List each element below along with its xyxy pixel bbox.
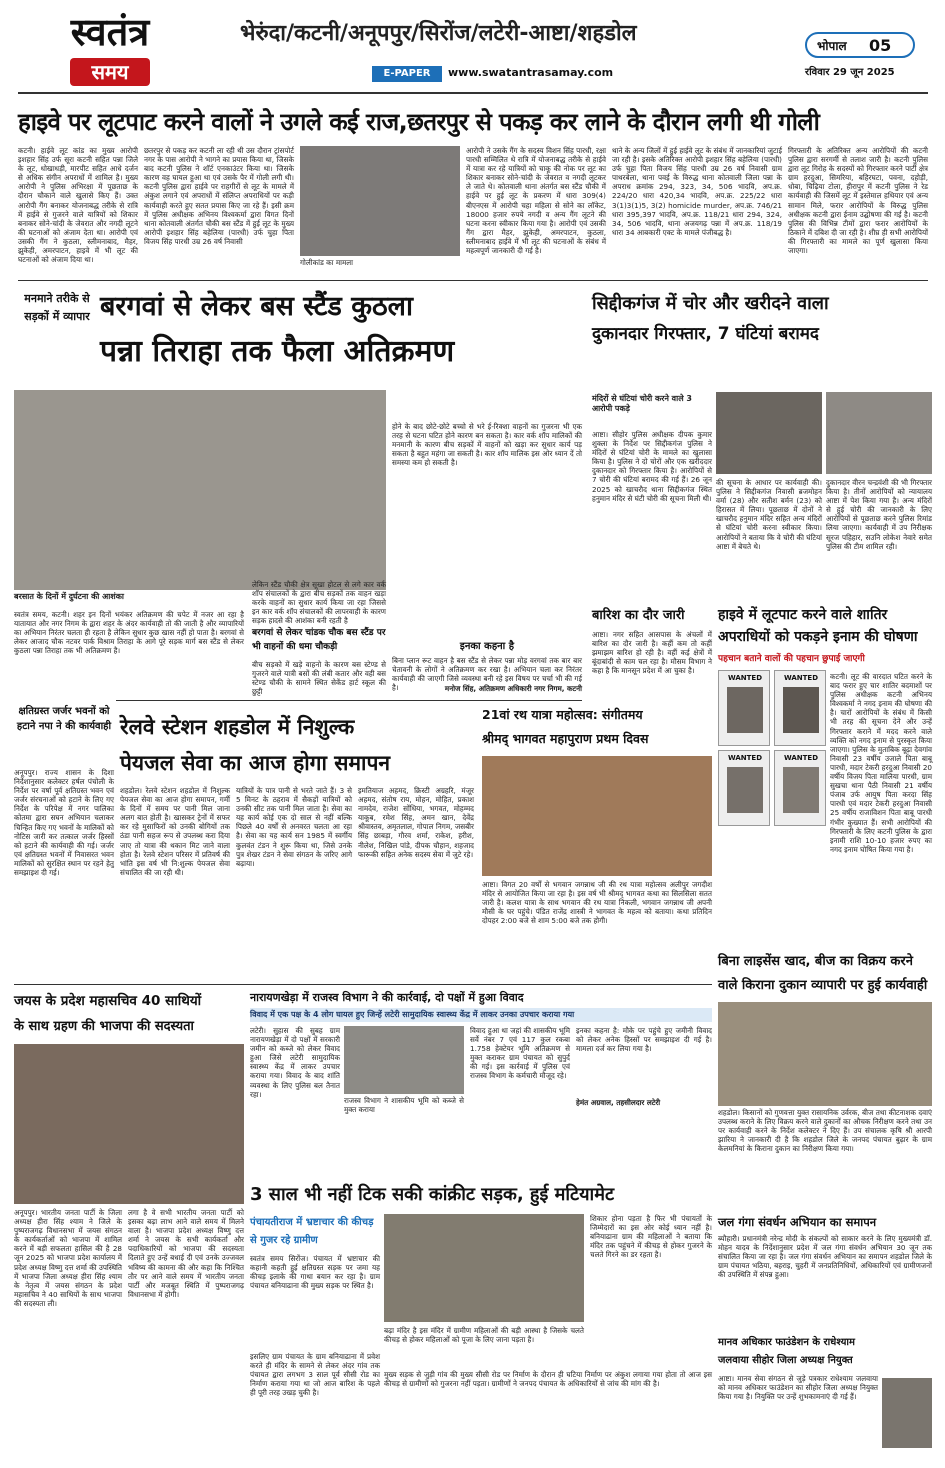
narayan-sign: हेमंत अग्रवाल, तहसीलदार लटेरी xyxy=(576,1098,661,1107)
encroach-box-title: इनका कहना है xyxy=(459,641,515,652)
railway-col3: इमतियाज अहमद, क्रिस्टी अग्रहरि, मंजूर अहमद, संतोष राय, मोहन, मोहित, प्रकाश नामदेव, राजेश सोंधिया, भगवत, मोहम्मद याकूब, रमेश सिंह, अमन खान, देवेंद्र श्रीवास्तव, अमृतलाल, गोपाल निगम, जसबीर सिंह छाबड़ा, गौरव शर्मा, राकेश, हरीश, नीलेश, निखिल पांडे, दीपक चौहान, शहजाद फारूकी सहित अनेक सदस्य सेवा में जुटे रहे। xyxy=(358,786,474,859)
road-photo xyxy=(384,1214,584,1322)
wanted-label-1: WANTED xyxy=(727,674,763,682)
narayan-photo-1 xyxy=(344,1026,464,1094)
encroach-headline-1: बरगवां से लेकर बस स्टैंड कुठला xyxy=(100,291,413,322)
lead-col2: छतरपुर से पकड़ कर कटनी ला रही थी उस दौरान ट्रांसपोर्ट नगर के पास आरोपी ने भागने का प्रयास किया था, जिसके बाद कटनी पुलिस ने शॉर्ट एनकाउंटर किया था। जिसके कारण वह घायल हुआ था एवं उसके पैर में गोली लगी थी। कटनी पुलिस द्वारा हाईवे पर राहगीरों से लूट के मामले में अंकुश लगाने एवं अपराधों में संलिप्त अपराधियों पर कड़ी कार्यवाही करते हुए सतत प्रयास किए जा रहे हैं। इसी क्रम में पुलिस अधीक्षक अभिनय विश्वकर्मा द्वारा विगत दिनों थाना कोतवाली अंतर्गत चौकी बस स्टैंड में हुई लूट के मुख्य आरोपी इशहार सिंह बहेलिया (पारधी) उर्फ चुहा पिता विजय सिंह पारधी उम्र 26 वर्ष निवासी xyxy=(144,146,294,246)
thief-col2: की सूचना के आधार पर कार्यवाही की। पुलिस ने सिद्दीकगंज निवासी ब्रजमोहन वर्मा (28) और सतीश बर्मन (23) को हिरासत में लिया। पूछताछ में दोनों ने खाचरौद हनुमान मंदिर सहित अन्य मंदिरों से घंटियां चोरी करना स्वीकार किया। आरोपियों ने बताया कि वे चोरी की घंटियां आष्टा में बेचते थे। xyxy=(716,478,822,551)
jayas-col1: अनूपपुर। भारतीय जनता पार्टी के जिला अध्यक्ष हीरा सिंह श्याम ने जिले के पुष्पराजगढ़ विधानसभा में जयस संगठन के कार्यकर्ताओं को भाजपा में शामिल करने में बड़ी सफलता हासिल की है 28 जून 2025 को भाजपा प्रदेश कार्यालय में प्रदेश अध्यक्ष विष्णु दत्त शर्मा की उपस्थिति में भाजपा जिला अध्यक्ष हीरा सिंह श्याम के नेतृत्व में जयस संगठन के प्रदेश महासचिव ने 40 साथियों के साथ भाजपा की सदस्यता ली। xyxy=(14,1208,122,1308)
road-subheadline: पंचायतीराज में भ्रष्टाचार की कीचड़ से गुजर रहे ग्रामीण xyxy=(250,1217,374,1246)
encroach-col3: होने के बाद छोटे-छोटे बच्चो से भरे ई-रिक्शा वाहनों का गुजरना भी एक तरह से घटना घटित होने कारण बन सकता है। कार वर्क शॉप मालिकों की मनमानी के कारण बीच सड़कों में वाहनों को खड़ा कर सुधार कार्य पड़ सकता है बहुत महंगा जा सकती है। कार शॉप मालिक इस ओर ध्यान दें तो समस्या कम हो सकती है। xyxy=(392,422,582,468)
reward-subheadline: पहचान बताने वालों की पहचान छुपाई जाएगी xyxy=(718,654,865,664)
masthead xyxy=(0,0,945,96)
jarjar-headline: क्षतिग्रस्त जर्जर भवनों को हटाने नपा ने की कार्यवाही xyxy=(16,706,112,732)
encroach-col2: लेकिन स्टैंड चौकी क्षेत्र सूखा होटल से लगे कार वर्क शॉप संचालकों के द्वारा बीच सड़कों तक वाहन खड़ा करके वाहनों का सुधार कार्य किया जा रहा जिससे इन कार वर्क शॉप संचालकों की लापरवाही के कारण सड़क हादसे की आशंका बनी रहती है xyxy=(252,580,386,626)
edition-box xyxy=(805,32,915,58)
encroach-photo-caption: बरसात के दिनों में दुर्घटना की आशंका xyxy=(14,592,124,601)
encroach-box-sign: मनोज सिंह, अतिक्रमण अधिकारी नगर निगम, कटनी xyxy=(444,684,582,693)
reward-text: कटनी। लूट की वारदात घटित करने के बाद फरार हुए चार शातिर बदमाशों पर पुलिस अधीक्षक कटनी अभिनय विश्वकर्मा ने नगद इनाम की घोषणा की है। चारों आरोपियों के संबंध में किसी भी तरह की सूचना देने और उन्हें गिरफ्तार कराने में मदद करने वाले व्यक्ति को नगद इनाम से पुरस्कृत किया जाएगा। पुलिस के मुताबिक बूढ़ा देवगांव निवासी 23 वर्षीय उजाले पिता बाबू पारधी, मदार टेकरी हरदुआ निवासी 20 वर्षीय विजय पिता मालिया पारधी, ग्राम सुखचा थाना पैठी निवासी 21 वर्षीय पंजाब उर्फ आयुष पिता करदा सिंह पारधी एवं मदार टेकरी हरदुआ निवासी 25 वर्षीय राजाविशन पिता बाबू पारधी गंभीर कुख्यात हैं। सभी आरोपियों की गिरफ्तारी के लिए कटनी पुलिस के द्वारा इनामी राशि 10-10 हजार रुपए का नगद इनाम घोषित किया गया है। xyxy=(830,672,932,854)
narayan-photo-caption: राजस्व विभाग ने शासकीय भूमि को कब्जे से मुक्त कराया xyxy=(344,1096,464,1115)
lead-col5: गिरफ्तारी के अतिरिक्त अन्य आरोपियों की कटनी पुलिस द्वारा सरगर्मी से तलाश जारी है। कटनी पुलिस द्वारा लूट गिरोह के सदस्यों को गिरफ्तार करने पार्टी क्षेत्र ग्राम हरदुआ, सिमरिया, बहिरघटा, पवना, दहोड़ी, धोबा, चिढ़िया टोला, हीरापुर में कटनी पुलिस ने रेड कार्यवाही की जिसमें लूट में इस्तेमाल हथियार एवं अन्य सामान मिले, फरार आरोपियों के विरुद्ध पुलिस अधीक्षक कटनी द्वारा ईनाम उद्घोषणा की गई है। कटनी पुलिस की विभिन्न टीमों द्वारा फरार आरोपियों के ठिकाने में दबिश दी जा रही है। शीघ्र ही सभी आरोपियों की गिरफ्तारी का मामले का पूर्ण खुलासा किया जाएगा। xyxy=(788,146,928,256)
lead-col1: कटनी। हाईवे लूट कांड का मुख्य आरोपी इशहार सिंह उर्फ सूरा कटनी सहित पन्ना जिले के लूट, धोखाधड़ी, मारपीट सहित आधे दर्जन से अधिक संगीन अपराधों में शामिल है। मुख्य आरोपी ने पुलिस अभिरक्षा में पूछताछ के दौरान चौकाने वाले खुलासे किए हैं। उक्त आरोपी गैंग बनाकर योजनाबद्ध तरीके से रात्रि में हाईवे से गुजरने वाले यात्रियों को शिकार बनाकर सोने-चांदी के जेवरात और नगदी लूटने की घटनाओं को अंजाम देता था। आरोपी एवं उसकी गैंग ने कुठला, स्लीमनाबाद, मैहर, झुकेही, अमरपाटन, हाइवे में भी लूट की घटनाओं को अंजाम दिया था। xyxy=(18,146,138,265)
lead-photo-caption: गोलीकांड का मामला xyxy=(300,258,354,267)
wanted-label-3: WANTED xyxy=(727,754,763,762)
road-col1: स्वतंत्र समय सिरोंज। पंचायत में भ्रष्टाचार की कहानी कहती हुई क्षतिग्रस्त सड़क पर जमा यह कीचड़ इलाके की गाथा बयान कर रहा है। ग्राम पंचायत बनियाढाना की मुख्य सड़क पर स्थित है। xyxy=(250,1254,380,1291)
encroach-col2b: बीच सड़को में खड़े वाहनो के कारण बस स्टेण्ड से गुजरने वाले यात्री बसों की लंबी कतार और वही बस स्टेण्ड चौकी के सामने स्थित सेकेंड हार्ट स्कूल की छुट्टी xyxy=(252,660,386,697)
divider-1 xyxy=(18,280,928,281)
road-col2: इसलिए ग्राम पंचायत के ग्राम बनियाढाना में प्रवेश करते ही मंदिर के सामने से लेकर अंदर गांव तक पंचायत द्वारा लगभग 3 साल पूर्व सीसी रोड का निर्माण कराया गया था जो आज बारिश के पहले ही पूरी तरह उखड़ चुकी है। xyxy=(250,1352,380,1398)
thief-photo-caption: मंदिरों से घंटियां चोरी करने वाले 3 आरोपी पकड़े xyxy=(592,394,692,413)
railway-col1: शहडोल। रेलवे स्टेशन शहडोल में निशुल्क पेयजल सेवा का आज होगा समापन, गर्मी के दिनों में समय पर पानी मिल जाना अलग बात होती है। खासकर ट्रेनों में सफर कर रहे मुसाफिरों को उनकी बोगियों तक ठंडा पानी सहज रूप से उपलब्ध करा दिया जाए तो यात्रा की थकान मिट जाने वाला होता है। रेलवे स्टेशन परिसर में प्रतिवर्ष की भांति इस वर्ष भी नि:शुल्क पेयजल सेवा संचालित की जा रही थी। xyxy=(120,786,230,877)
road-col4: शिकार होना पड़ता है फिर भी पंचायतों के जिम्मेदारों का इस ओर कोई ध्यान नहीं है। बनियाढाना ग्राम की महिलाओं ने बताया कि मंदिर तक पहुंचने में कीचड़ से होकर गुजरने के चलते गिरने का डर रहता है। xyxy=(590,1214,712,1260)
fertilizer-text: शहडोल। किसानों को गुणवत्ता युक्त रासायनिक उर्वरक, बीज तथा कीटनाशक दवाएं उपलब्ध कराने के लिए विक्रय करने वाले दुकानों का औचक निरीक्षण करने तथा उन पर कार्यवाही करने के निर्देश कलेक्टर ने दिए हैं। उप संचालक कृषि श्री आरपी झारिया ने जानकारी दी है कि शहडोल जिले के जनपद पंचायत बुढ़ार के ग्राम केलमनियां के किराना दुकान का निरीक्षण किया गया। xyxy=(718,1108,932,1154)
narayan-col4: इनका कहना है: मौके पर पहुंचे हुए जमीनी विवाद को लेकर अनेक हिस्सों पर समझाइश दी गई है। मामला दर्ज कर लिया गया है। xyxy=(576,1026,712,1054)
jalganga-headline: जल गंगा संवर्धन अभियान का समापन xyxy=(718,1215,877,1229)
thief-photo-2 xyxy=(826,392,932,474)
road-headline: 3 साल भी नहीं टिक सकी कांक्रीट सड़क, हुई मटियामेट xyxy=(250,1184,615,1205)
encroach-side-label: मनमाने तरीके से सड़कों में व्यापार xyxy=(24,292,90,323)
thief-col1: आष्टा। सीहोर पुलिस अधीक्षक दीपक कुमार शुक्ला के निर्देश पर सिद्दीकगंज पुलिस ने मंदिरों से घंटियां चोरी के मामले का खुलासा किया है। पुलिस ने दो चोरों और एक खरीददार दुकानदार को गिरफ्तार किया है। आरोपियों से 7 चोरी की घंटियां बरामद की गई हैं। 26 जून 2025 को खाचरौद थाना सिद्दीकगंज स्थित हनुमान मंदिर से घंटी चोरी की सूचना मिली थी। xyxy=(592,430,712,503)
jayas-photo xyxy=(14,1044,244,1204)
narayan-col3: विवाद हुआ था जहां की शासकीय भूमि सर्वे नंबर 7 एवं 117 कुल रकबा 1.758 हेक्टेयर भूमि अतिक्रमण से मुक्त कराकर ग्राम पंचायत को सुपुर्द की गई। इस कार्रवाई में पुलिस एवं राजस्व विभाग के कर्मचारी मौजूद रहे। xyxy=(470,1026,570,1081)
issue-date: रविवार 29 जून 2025 xyxy=(805,67,895,78)
rain-text: आष्टा। नगर सहित आसपास के अंचलों में बारिश का दौर जारी है। कहीं कम तो कहीं झमाझम बारिश हो रही है। वहीं कई क्षेत्रों में बूंदाबांदी से काम चल रहा है। मौसम विभाग ने कहा है कि मानसून प्रदेश में आ चुका है। xyxy=(592,630,712,676)
railway-headline-2: पेयजल सेवा का आज होगा समापन xyxy=(120,751,391,775)
thief-headline-1: सिद्दीकगंज में चोर और खरीदने वाला xyxy=(592,293,829,314)
fertilizer-photo xyxy=(718,1002,932,1106)
encroach-headline-2: पन्ना तिराहा तक फैला अतिक्रमण xyxy=(100,334,455,369)
thief-photo-1 xyxy=(716,392,822,474)
jalganga-text: ब्यौहारी। प्रधानमंत्री नरेन्द्र मोदी के संकल्पों को साकार करने के लिए मुख्यमंत्री डॉ. मोहन यादव के निर्देशानुसार प्रदेश में जल गंगा संवर्धन अभियान 30 जून तक संचालित किया जा रहा है। जल गंगा संवर्धन अभियान का समापन शहडोल जिले के ग्राम पंचायत भठिया, बहराइ, चुहरी में जनप्रतिनिधियों, अधिकारियों एवं ग्रामीणजनों की उपस्थिति में संपन्न हुआ। xyxy=(718,1234,932,1280)
road-col3: बढ़ा मंदिर है इस मंदिर में ग्रामीण महिलाओं की बड़ी आस्था है जिसके चलते कीचड़ से होकर महिलाओं को पूजा के लिए जाना पड़ता है। xyxy=(384,1326,584,1345)
encroach-photo xyxy=(14,390,386,590)
fertilizer-headline: बिना लाइसेंस खाद, बीज का विक्रय करने वाले किराना दुकान व्यापारी पर हुई कार्यवाही xyxy=(718,954,928,993)
rath-headline-2: श्रीमद् भागवत महापुराण प्रथम दिवस xyxy=(482,731,649,746)
thief-headline-2: दुकानदार गिरफ्तार, 7 घंटियां बरामद xyxy=(592,324,819,344)
railway-col2: यात्रियों के पात्र पानी से भरते जाते हैं। 3 से 5 मिनट के ठहराव में सैकड़ों यात्रियों को उनकी सीट तक पानी मिल जाता है। सेवा का यह कार्य कोई एक दो साल से नहीं बल्कि पिछले 40 वर्षों से अनवरत चलता आ रहा है। सेवा का यह कार्य सन 1985 में स्वर्गीय कुलवंत टंडन ने शुरू किया था, जिसे उनके पुत्र शेखर टंडन ने सेवा संगठन के जरिए आगे बढ़ाया। xyxy=(236,786,352,868)
city-list: भेरुंदा/कटनी/अनूपपुर/सिरोंज/लटेरी-आष्टा/शहडोल xyxy=(240,21,637,46)
manav-headline-1: मानव अधिकार फाउंडेशन के राधेश्याम xyxy=(718,1337,855,1348)
jarjar-text: अनूपपुर। राज्य शासन के दिशा निर्देशानुसार कलेक्टर हर्षल पंचोली के निर्देश पर वर्षा पूर्व क्षतिग्रस्त भवन एवं जर्जर संरचनाओं को हटाने के लिए गए निर्देश के परिपेक्ष में नगर पालिका कोतमा द्वारा सघन अभियान चलाकर चिन्हित किए गए भवनों के मालिकों को नोटिस जारी कर तत्काल जर्जर हिस्सों को हटाने की कार्यवाही की गई। जर्जर एवं क्षतिग्रस्त भवनों में निवासरत भवन मालिकों को सुरक्षित स्थान पर रहने हेतु समझाइश दी गई। xyxy=(14,768,114,878)
page-number: 05 xyxy=(869,36,892,55)
narayan-col1: लटेरी। सुहास की सुबह ग्राम नारायणखेड़ा में दो पक्षों में सरकारी जमीन को कब्जे को लेकर विवाद हुआ जिसे लटेरी सामुदायिक स्वास्थ्य केंद्र में लाकर उपचार कराया गया। विवाद के बाद शांति व्यवस्था के लिए पुलिस बल तैनात रहा। xyxy=(250,1026,340,1099)
encroach-col1: स्वतंत्र समय, कटनी। शहर इन दिनों भयंकर अतिक्रमण की चपेट में नजर आ रहा है यातायात और नगर निगम के द्वारा शहर के अंदर कार्यवाही तो की जाती है और व्यापारियों का अभियान निरंतर चलता ही रहता है लेकिन सुधार कुछ खास नहीं हो पाता है। बरगवां से लेकर आजाद चौक नटवर पार्क विश्राम तिराहा के आगे पूरे सड़क मार्ग बस स्टैंड से लेकर कुठला पन्ना तिराहा तक भी अतिक्रमण है। xyxy=(14,610,244,656)
logo[interactable] xyxy=(20,8,200,90)
manav-photo xyxy=(882,1378,932,1448)
epaper-label: E-PAPER xyxy=(372,66,442,82)
jayas-col2: लगा है वे सभी भारतीय जनता पार्टी को इसका बढ़ा लाभ आने वाले समय में मिलने वाला है। भाजपा प्रदेश अध्यक्ष विष्णु दत्त शर्मा ने जयस के सभी कार्यकर्ता और पदाधिकारियों को भाजपा की सदस्यता दिलाते हुए उन्हें बधाई दी एवं उनके उज्जवल भविष्य की कामना की और कहा कि निश्चित तौर पर आने वाले समय में भारतीय जनता पार्टी और मजबूत स्थिति में पुष्पराजगढ़ विधानसभा में होगी। xyxy=(128,1208,244,1299)
narayan-headline: नारायणखेड़ा में राजस्व विभाग ने की कार्रवाई, दो पक्षों में हुआ विवाद xyxy=(250,991,524,1004)
divider-3 xyxy=(14,984,712,985)
wanted-label-4: WANTED xyxy=(783,754,819,762)
rain-headline: बारिश का दौर जारी xyxy=(592,608,685,623)
wanted-label-2: WANTED xyxy=(783,674,819,682)
website-link[interactable]: www.swatantrasamay.com xyxy=(448,66,614,79)
logo-bottom-text: समय xyxy=(70,58,150,86)
narayan-subheadline: विवाद में एक पक्ष के 4 लोग घायल हुए जिन्हें लटेरी सामुदायिक स्वास्थ्य केंद्र में लाकर उनका उपचार कराया गया xyxy=(250,1008,712,1022)
logo-top-text: स्वतंत्र xyxy=(70,10,150,54)
thief-col3: दुकानदार वीरन चन्द्रवंशी की भी गिरफ्तार किया है। तीनों आरोपियों को न्यायालय आष्टा में पेश किया गया है। अन्य मंदिरों से हुई चोरी की जानकारी के लिए आरोपियों से पूछताछ करने पुलिस रिमांड लिया जाएगा। कार्यवाही में उप निरीक्षक सूरज पहिहार, सउनि लोकेश नेवारे समेत पुलिस की टीम शामिल रही। xyxy=(826,478,932,551)
railway-headline-1: रेलवे स्टेशन शहडोल में निशुल्क xyxy=(120,715,355,739)
masthead-divider xyxy=(18,92,928,94)
rath-text: आष्टा। विगत 20 वर्षों से भगवान जगन्नाथ जी की रथ यात्रा महोत्सव अलीपुर जगदीश मंदिर से आयोजित किया जा रहा है। इस वर्ष भी श्रीमद् भागवत कथा का सिलसिला सतत जारी है। कलश यात्रा के साथ भगवान की रथ यात्रा निकली, भगवान जगन्नाथ जी अपनी मौसी के घर पहुंचे। पंडित राजेंद्र शास्त्री ने भागवत के महत्व को बताया। कथा प्रतिदिन दोपहर 2:00 बजे से शाम 5:00 बजे तक होगी। xyxy=(482,880,712,926)
divider-2 xyxy=(116,700,582,701)
jayas-headline-1: जयस के प्रदेश महासचिव 40 साथियों xyxy=(14,993,202,1009)
manav-text: आष्टा। मानव सेवा संगठन से जुड़े पत्रकार राधेश्याम जलवाया को मानव अधिकार फाउंडेशन का सीहोर जिला अध्यक्ष नियुक्त किया गया है। नियुक्ति पर उन्हें शुभकामनाएं दी गई हैं। xyxy=(718,1374,878,1402)
road-col5: मुख्य सड़क से जुड़ी गांव की मुख्य सीसी रोड पर निर्माण के दौरान ही घटिया निर्माण पर अंकुश लगाया गया होता तो आज इस कीचड़ से ग्रामीणों को गुजरना नहीं पड़ता। ग्रामीणों ने जनपद पंचायत के अधिकारियों से जांच की मांग की है। xyxy=(384,1370,712,1389)
lead-headline: हाइवे पर लूटपाट करने वालों ने उगले कई राज,छतरपुर से पकड़ कर लाने के दौरान लगी थी गोली xyxy=(18,108,820,136)
reward-headline: हाइवे में लूटपाट करने वाले शातिर अपराधियों को पकड़ने इनाम की घोषणा xyxy=(718,607,918,645)
rath-headline-1: 21वां रथ यात्रा महोत्सव: संगीतमय xyxy=(482,707,643,722)
manav-headline-2: जलवाया सीहोर जिला अध्यक्ष नियुक्त xyxy=(718,1355,853,1366)
encroach-subheadline: बरगवां से लेकर चांडक चौक बस स्टैंड पर भी वाहनों की धमा चौकड़ी xyxy=(252,628,386,652)
lead-col3: आरोपी ने उसके गैंग के सदस्य विशन सिंह पारधी, रक्षा पारधी सम्मिलित थे रात्रि में योजनाबद्ध तरीके से हाईवे में यात्रा कर रहे यात्रियों को चाकू की नोक पर लूट का शिकार बनाकर सोने-चांदी के जेवरात व नगदी लूटकर ले जाते थे। कोतवाली थाना अंतर्गत बस स्टैंड चौकी में हाईवे पर हुई लूट के प्रकरण में धारा 309(4) बीएनएस में आरोपी चहा महिला से सोने का लॉकेट, 18000 हजार रुपये नगदी व अन्य गैंग लूटने की घटना करना स्वीकार किया गया है। आरोपी एवं उसकी गैंग द्वारा मैहर, झुकेही, अमरपाटन, कुठला, स्लीमनाबाद हाईवे में भी लूट की घटनाओं के संबंध में महत्वपूर्ण जानकारी दी गई है। xyxy=(466,146,606,256)
lead-photo xyxy=(300,146,460,256)
rath-photo xyxy=(482,756,712,876)
jayas-headline-2: के साथ ग्रहण की भाजपा की सदस्यता xyxy=(14,1019,194,1034)
edition-name: भोपाल xyxy=(817,39,847,53)
lead-col4: थाने के अन्य जिलों में हुई हाईवे लूट के संबंध में जानकारियां जुटाई जा रही है। इसके अतिरिक्त आरोपी इशहार सिंह बहेलिया (पारधी) उर्फ चुहा पिता विजय सिंह पारधी उम्र 26 वर्ष निवासी ग्राम पाथरबेला, थाना पवई के विरुद्ध थाना कोतवाली जिला पन्ना के अपराध क्रमांक 294, 323, 34, 506 भादवि, अप.क्र. 224/20 धारा 420,34 भादवि, अप.क्र. 225/22 धारा 3(1)3(1)5, 3(2) homicide murder, अप.क्र. 746/21 धारा 395,397 भादवि, अप.क्र. 118/21 धारा 294, 324, 34, 506 भादवि, थाना अजयगढ़ पन्ना में अप.क्र. 118/19 धारा 34 आबकारी एक्ट के मामले पंजीबद्ध है। xyxy=(612,146,782,237)
encroach-box-text: बिना प्लान रूट वाहन है बस स्टैंड से लेकर पन्ना मोड़ वरगवां तक बार बार चेतावनी के लोगों ने अतिक्रमण कर रखा है। अभियान चला कर निरंतर कार्यवाही की जाएगी जिसे व्यवस्था बनी रहे इस विषय पर चर्चा भी की गई है। xyxy=(392,656,582,693)
